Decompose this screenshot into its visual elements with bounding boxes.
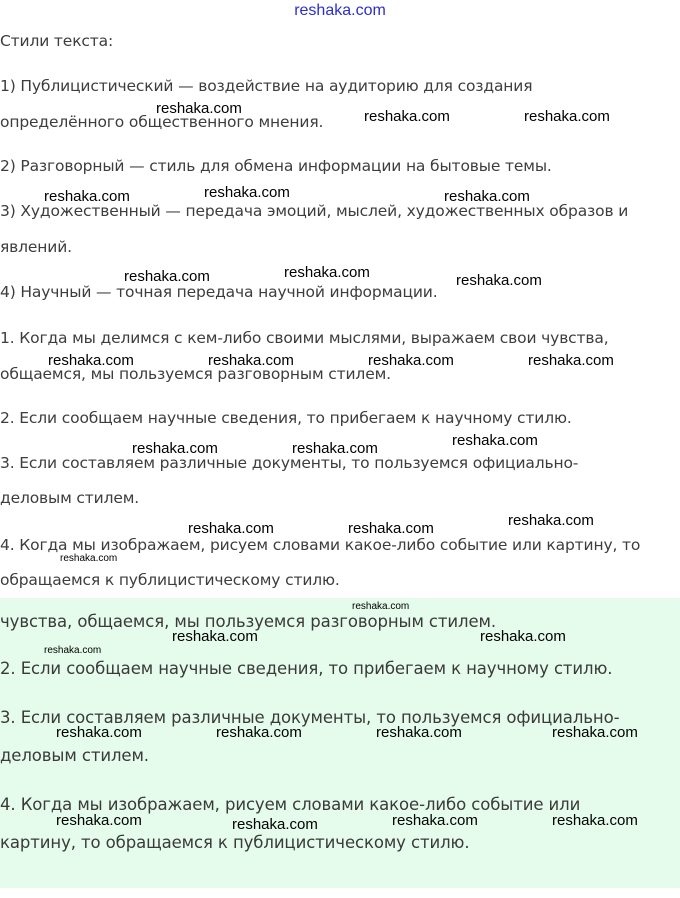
watermark-text: reshaka.com xyxy=(444,188,530,205)
watermark-text: reshaka.com xyxy=(552,812,638,829)
text-line: 4) Научный — точная передача научной информации. xyxy=(0,283,438,301)
text-line: общаемся, мы пользуемся разговорным стилем. xyxy=(0,365,391,383)
watermark-text: reshaka.com xyxy=(56,812,142,829)
text-line: деловым стилем. xyxy=(0,489,140,507)
watermark-text: reshaka.com xyxy=(56,724,142,741)
answer-line: картину, то обращаемся к публицистическому стилю. xyxy=(0,833,470,852)
watermark-text: reshaka.com xyxy=(188,520,274,537)
watermark-text: reshaka.com xyxy=(364,108,450,125)
watermark-text: reshaka.com xyxy=(292,440,378,457)
answer-line: деловым стилем. xyxy=(0,746,149,765)
answer-line: 3. Если составляем различные документы, то пользуемся официально- xyxy=(0,708,620,727)
watermark-text: reshaka.com xyxy=(44,188,130,205)
answer-line: чувства, общаемся, мы пользуемся разговорным стилем. xyxy=(0,612,497,631)
watermark-text: reshaka.com xyxy=(172,628,258,645)
text-line: определённого общественного мнения. xyxy=(0,113,324,131)
watermark-text: reshaka.com xyxy=(132,440,218,457)
text-line: 2. Если сообщаем научные сведения, то прибегаем к научному стилю. xyxy=(0,409,572,427)
text-line: 1) Публицистический — воздействие на аудиторию для создания xyxy=(0,77,533,95)
watermark-text: reshaka.com xyxy=(284,264,370,281)
watermark-text: reshaka.com xyxy=(208,352,294,369)
watermark-text: reshaka.com xyxy=(452,432,538,449)
watermark-text: reshaka.com xyxy=(156,100,242,117)
watermark-text: reshaka.com xyxy=(456,272,542,289)
answer-line: 2. Если сообщаем научные сведения, то прибегаем к научному стилю. xyxy=(0,659,613,678)
watermark-text: reshaka.com xyxy=(524,108,610,125)
text-line: обращаемся к публицистическому стилю. xyxy=(0,571,340,589)
site-watermark-header[interactable]: reshaka.com xyxy=(294,2,386,19)
text-line: 4. Когда мы изображаем, рисуем словами какое-либо событие или картину, то xyxy=(0,536,641,554)
watermark-text: reshaka.com xyxy=(528,352,614,369)
watermark-text: reshaka.com xyxy=(368,352,454,369)
watermark-text: reshaka.com xyxy=(216,724,302,741)
answer-line: 4. Когда мы изображаем, рисуем словами какое-либо событие или xyxy=(0,795,581,814)
answer-panel xyxy=(0,598,680,888)
watermark-text: reshaka.com xyxy=(124,268,210,285)
watermark-text: reshaka.com xyxy=(348,520,434,537)
watermark-text: reshaka.com xyxy=(376,724,462,741)
text-line: 3. Если составляем различные документы, то пользуемся официально- xyxy=(0,454,579,472)
text-line: 2) Разговорный — стиль для обмена информации на бытовые темы. xyxy=(0,157,552,175)
watermark-text: reshaka.com xyxy=(392,812,478,829)
styles-heading: Стили текста: xyxy=(0,32,114,50)
watermark-text: reshaka.com xyxy=(204,184,290,201)
watermark-text: reshaka.com xyxy=(60,553,118,564)
text-line: 1. Когда мы делимся с кем-либо своими мыслями, выражаем свои чувства, xyxy=(0,329,609,347)
text-line: 3) Художественный — передача эмоций, мыслей, художественных образов и xyxy=(0,202,629,220)
watermark-text: reshaka.com xyxy=(508,512,594,529)
watermark-text: reshaka.com xyxy=(480,628,566,645)
text-line: явлений. xyxy=(0,238,72,256)
watermark-text: reshaka.com xyxy=(552,724,638,741)
watermark-text: reshaka.com xyxy=(48,352,134,369)
watermark-text: reshaka.com xyxy=(44,645,102,656)
watermark-text: reshaka.com xyxy=(232,816,318,833)
watermark-text: reshaka.com xyxy=(352,601,410,612)
